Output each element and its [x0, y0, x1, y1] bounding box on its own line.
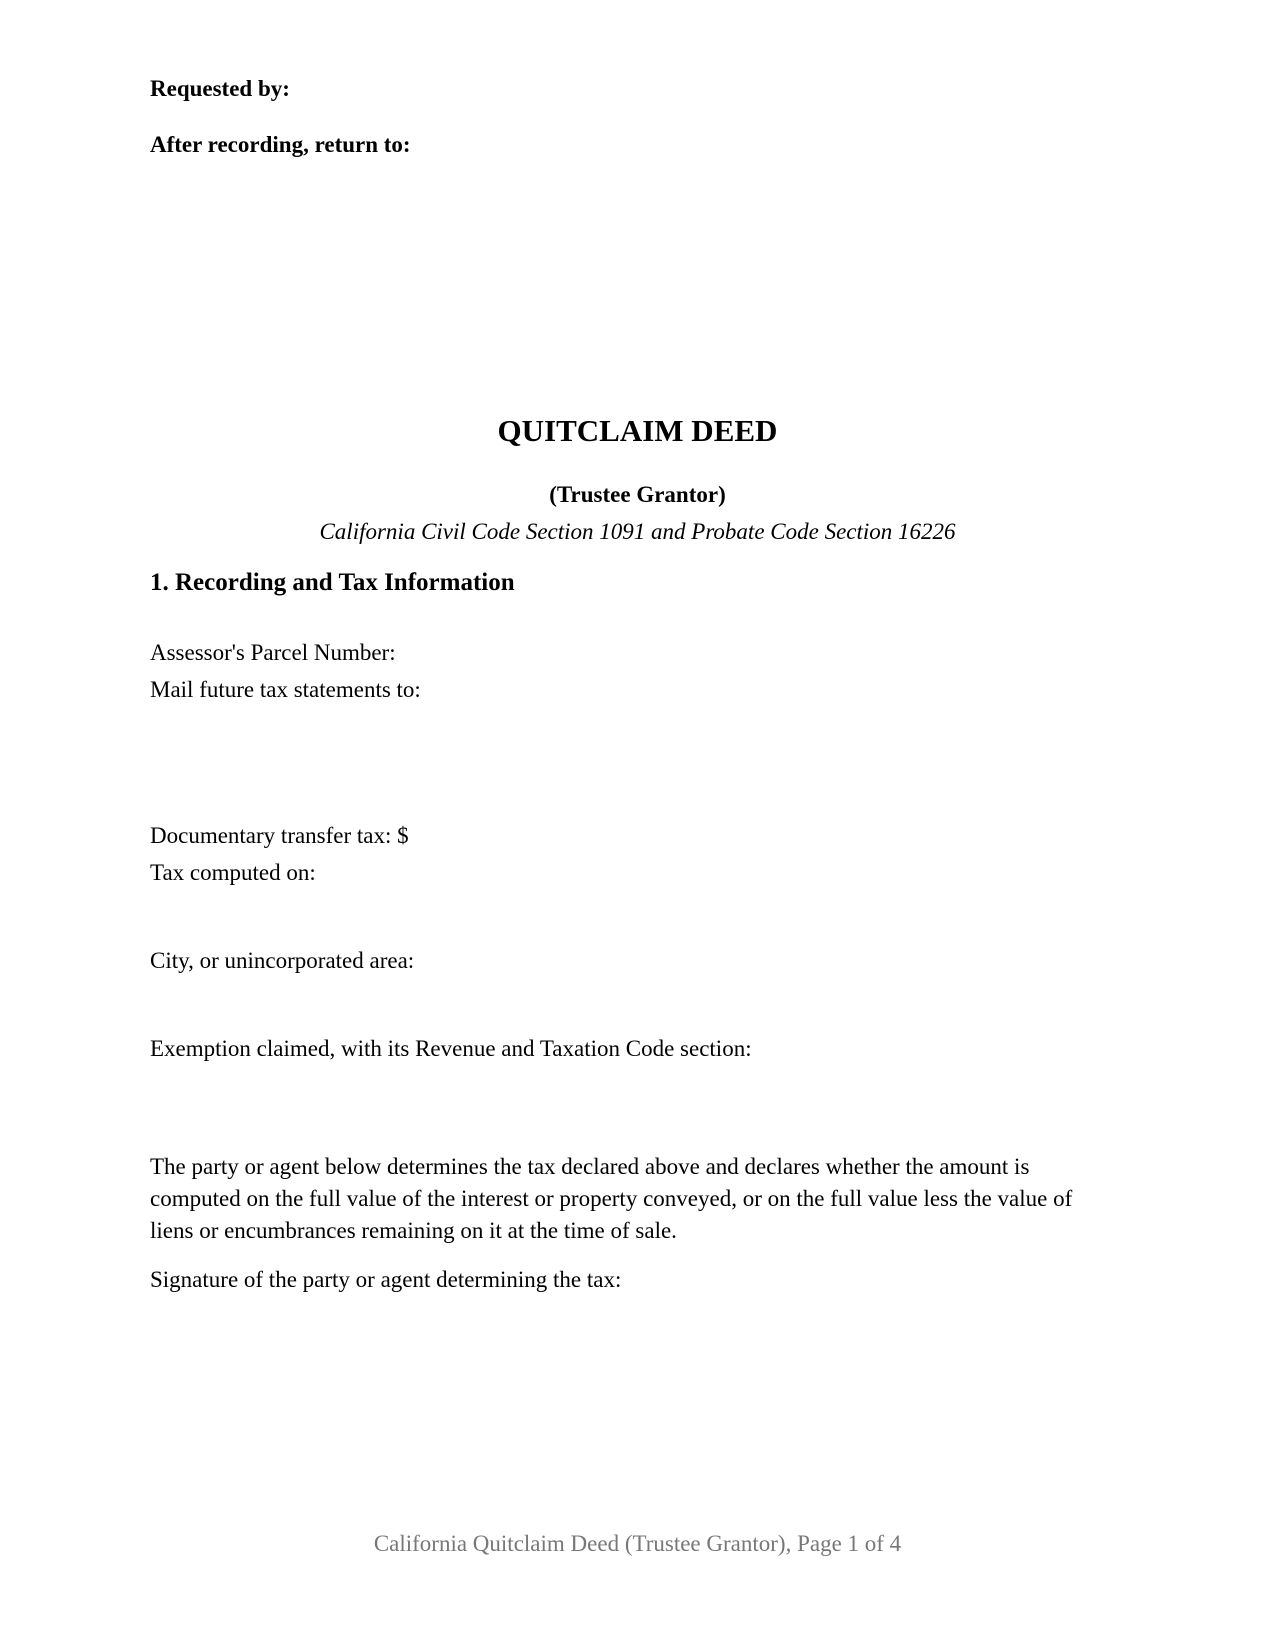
section-heading-recording-tax: 1. Recording and Tax Information — [150, 569, 515, 596]
city-area-label: City, or unincorporated area: — [150, 948, 415, 973]
page-footer: California Quitclaim Deed (Trustee Grantor), Page 1 of 4 — [373, 1531, 902, 1556]
document-subtitle: (Trustee Grantor) — [549, 482, 726, 507]
apn-label: Assessor's Parcel Number: — [150, 640, 396, 665]
return-to-label: After recording, return to: — [150, 132, 411, 157]
transfer-tax-label: Documentary transfer tax: $ — [150, 823, 409, 848]
statute-reference: California Civil Code Section 1091 and Probate Code Section 16226 — [319, 519, 956, 544]
exemption-label: Exemption claimed, with its Revenue and Taxation Code section: — [150, 1036, 752, 1061]
requested-by-label: Requested by: — [150, 76, 290, 101]
document-title: QUITCLAIM DEED — [497, 413, 778, 448]
mail-tax-statements-label: Mail future tax statements to: — [150, 677, 421, 702]
declaration-paragraph: The party or agent below determines the tax declared above and declares whether the amount is computed on the full value of the interest or property conveyed, or on the full value less the value of liens or encumbrances remaining on it at the time of sale. — [150, 1154, 1073, 1243]
tax-computed-on-label: Tax computed on: — [150, 860, 316, 885]
signature-label: Signature of the party or agent determining the tax: — [150, 1267, 622, 1292]
